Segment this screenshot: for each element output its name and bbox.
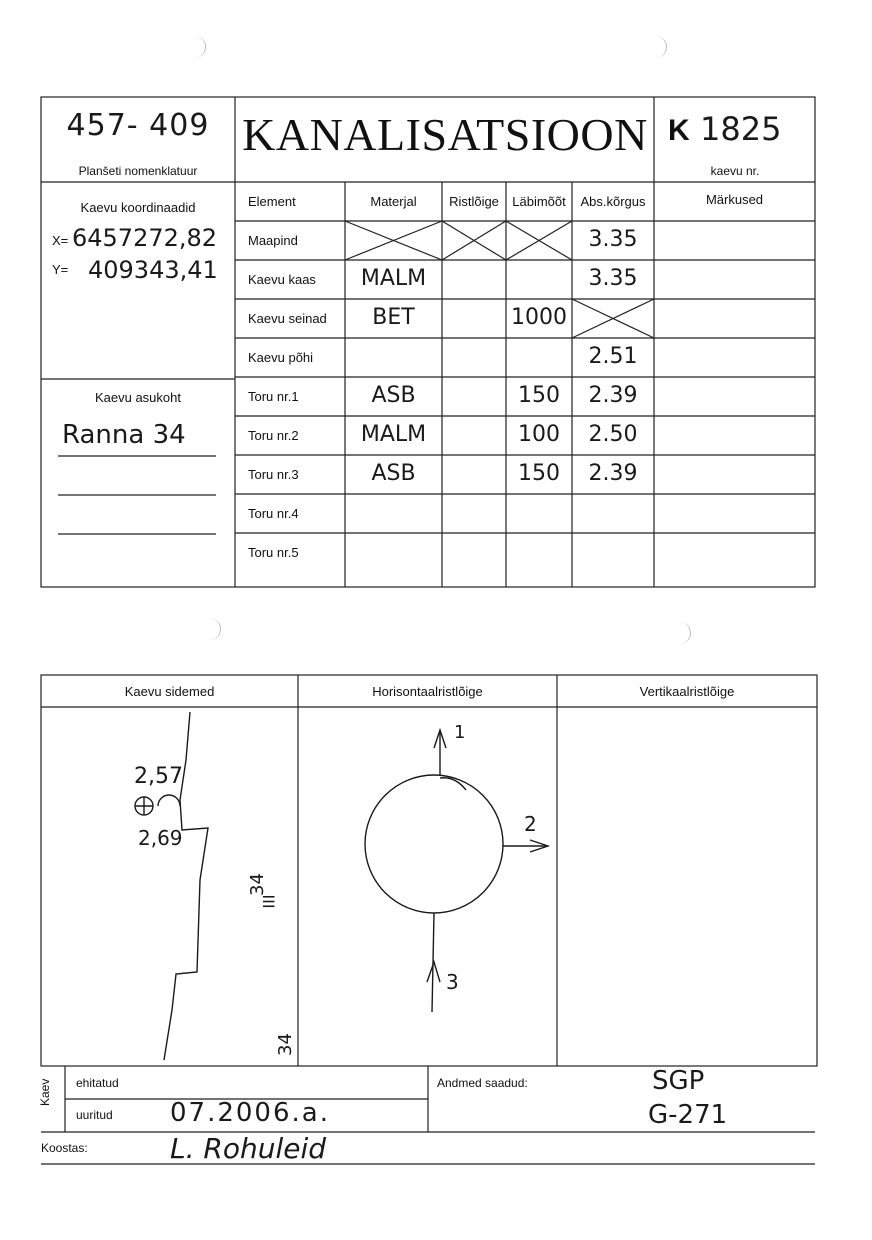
row-abs-elevation: 2.39 [588, 461, 638, 486]
header-material: Materjal [370, 194, 417, 209]
row-element: Kaevu kaas [248, 272, 316, 287]
bottom-elevation: 2,69 [138, 826, 183, 850]
pipe-2-label: 2 [524, 812, 537, 836]
location-label: Kaevu asukoht [94, 390, 181, 405]
y-value: 409343,41 [88, 256, 218, 284]
header-notes: Märkused [705, 192, 764, 207]
surveyed-label: uuritud [76, 1108, 113, 1122]
row-diameter: 100 [518, 422, 560, 447]
row-material: MALM [360, 422, 427, 447]
coords-label: Kaevu koordinaadid [80, 200, 196, 215]
surveyed-value: 07.2006.a. [170, 1098, 330, 1128]
pipe-3-label: 3 [446, 970, 459, 994]
well-prefix: K [668, 114, 690, 147]
row-element: Maapind [248, 233, 298, 248]
header-diameter: Läbimõõt [512, 194, 566, 209]
well-label: kaevu nr. [710, 164, 760, 178]
row-material: ASB [371, 461, 416, 486]
form-title: KANALISATSIOON [242, 109, 648, 160]
row-element: Toru nr.1 [248, 389, 299, 404]
header-element: Element [248, 194, 296, 209]
row-abs-elevation: 2.50 [588, 422, 638, 447]
compiled-label: Koostas: [41, 1141, 88, 1155]
built-label: ehitatud [76, 1076, 119, 1090]
row-element: Toru nr.2 [248, 428, 299, 443]
sheet-number: 457- 409 [66, 108, 210, 143]
well-number: 1825 [700, 110, 782, 148]
data-received-label: Andmed saadud: [437, 1076, 528, 1090]
row-abs-elevation: 2.51 [588, 344, 638, 369]
sheet-label: Planšeti nomenklatuur [78, 164, 198, 178]
compiled-signature: L. Rohuleid [170, 1132, 327, 1165]
row-element: Toru nr.3 [248, 467, 299, 482]
data-source: SGP [652, 1066, 705, 1096]
col-horizontal-section: Horisontaalristlõige [372, 684, 483, 699]
top-elevation: 2,57 [134, 764, 183, 789]
row-abs-elevation: 3.35 [588, 227, 638, 252]
row-material: ASB [371, 383, 416, 408]
row-element: Kaevu põhi [248, 350, 314, 365]
row-diameter: 150 [518, 383, 560, 408]
corner-house-number: 34 [274, 1033, 296, 1056]
house-number: 34 [246, 873, 268, 896]
col-connections: Kaevu sidemed [124, 684, 215, 699]
x-value: 6457272,82 [72, 224, 218, 252]
row-material: MALM [360, 266, 427, 291]
location-value: Ranna 34 [62, 420, 186, 450]
x-label: X= [52, 233, 69, 248]
pipe-1-label: 1 [454, 722, 466, 743]
kaev-label: Kaev [38, 1078, 52, 1106]
header-cross-section: Ristlõige [449, 194, 499, 209]
y-label: Y= [52, 262, 69, 277]
well-circle [365, 775, 503, 913]
row-element: Toru nr.5 [248, 545, 299, 560]
data-reference: G-271 [648, 1100, 728, 1130]
house-suffix: III [259, 894, 279, 909]
row-diameter: 150 [518, 461, 560, 486]
row-material: BET [372, 305, 415, 330]
row-abs-elevation: 2.39 [588, 383, 638, 408]
row-diameter: 1000 [511, 305, 567, 330]
row-abs-elevation: 3.35 [588, 266, 638, 291]
row-element: Toru nr.4 [248, 506, 299, 521]
header-abs-elevation: Abs.kõrgus [580, 194, 646, 209]
col-vertical-section: Vertikaalristlõige [639, 684, 735, 699]
row-element: Kaevu seinad [248, 311, 327, 326]
